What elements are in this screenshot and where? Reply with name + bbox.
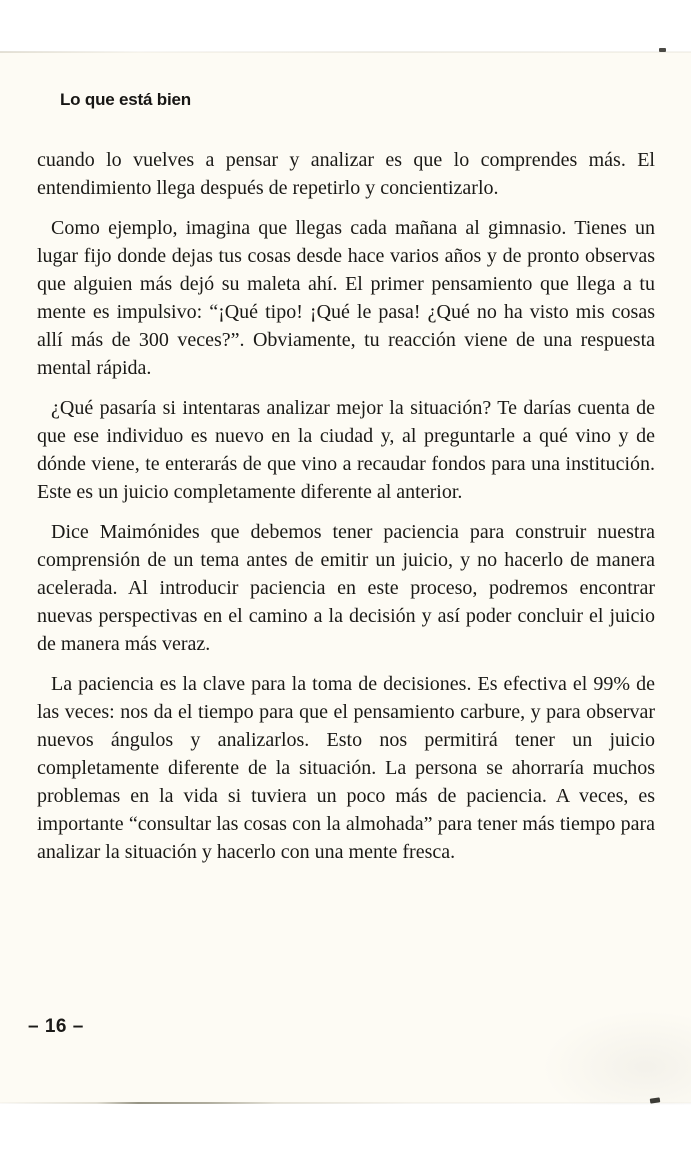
running-head: Lo que está bien — [60, 90, 191, 109]
paragraph-analyze-situation: ¿Qué pasaría si intentaras analizar mejor la situación? Te darías cuenta de que ese individuo es nuevo en la ciudad y, al preguntarle a qué vino y de dónde viene, te enterarás de que vino a recaudar fondos para una institución. Este es un juicio completamente diferente al anterior. — [37, 397, 655, 503]
scan-artifact-mark-top-right — [659, 48, 666, 52]
paragraph-patience-key: La paciencia es la clave para la toma de decisiones. Es efectiva el 99% de las veces: nos da el tiempo para que el pensamiento carbure, y para observar nuevos ángulos y analizarlos. Esto nos permitirá tener un juicio completamente diferente de la situación. La persona se ahorraría muchos problemas en la vida si tuviera un poco más de paciencia. A veces, es importante “consultar las cosas con la almohada” para tener más tiempo para analizar la situación y hacerlo con una mente fresca. — [37, 673, 655, 863]
paragraph-continuation: cuando lo vuelves a pensar y analizar es que lo comprendes más. El entendimiento llega después de repetirlo y concientizarlo. — [37, 149, 655, 199]
page-number: – 16 – — [28, 1016, 84, 1037]
paragraph-gym-example: Como ejemplo, imagina que llegas cada mañana al gimnasio. Tienes un lugar fijo donde dejas tus cosas desde hace varios años y de pronto observas que alguien más dejó su maleta ahí. El primer pensamiento que llega a tu mente es impulsivo: “¡Qué tipo! ¡Qué le pasa! ¿Qué no ha visto mis cosas allí más de 300 veces?”. Obviamente, tu reacción viene de una respuesta mental rápida. — [37, 217, 655, 379]
paragraph-maimonides: Dice Maimónides que debemos tener paciencia para construir nuestra comprensión de un tema antes de emitir un juicio, y no hacerlo de manera acelerada. Al introducir paciencia en este proceso, podremos encontrar nuevas perspectivas en el camino a la decisión y así poder concluir el juicio de manera más veraz. — [37, 521, 655, 655]
scan-edge-line-top — [0, 51, 691, 53]
scan-edge-line-bottom — [0, 1102, 691, 1104]
page-body-text — [37, 146, 655, 866]
